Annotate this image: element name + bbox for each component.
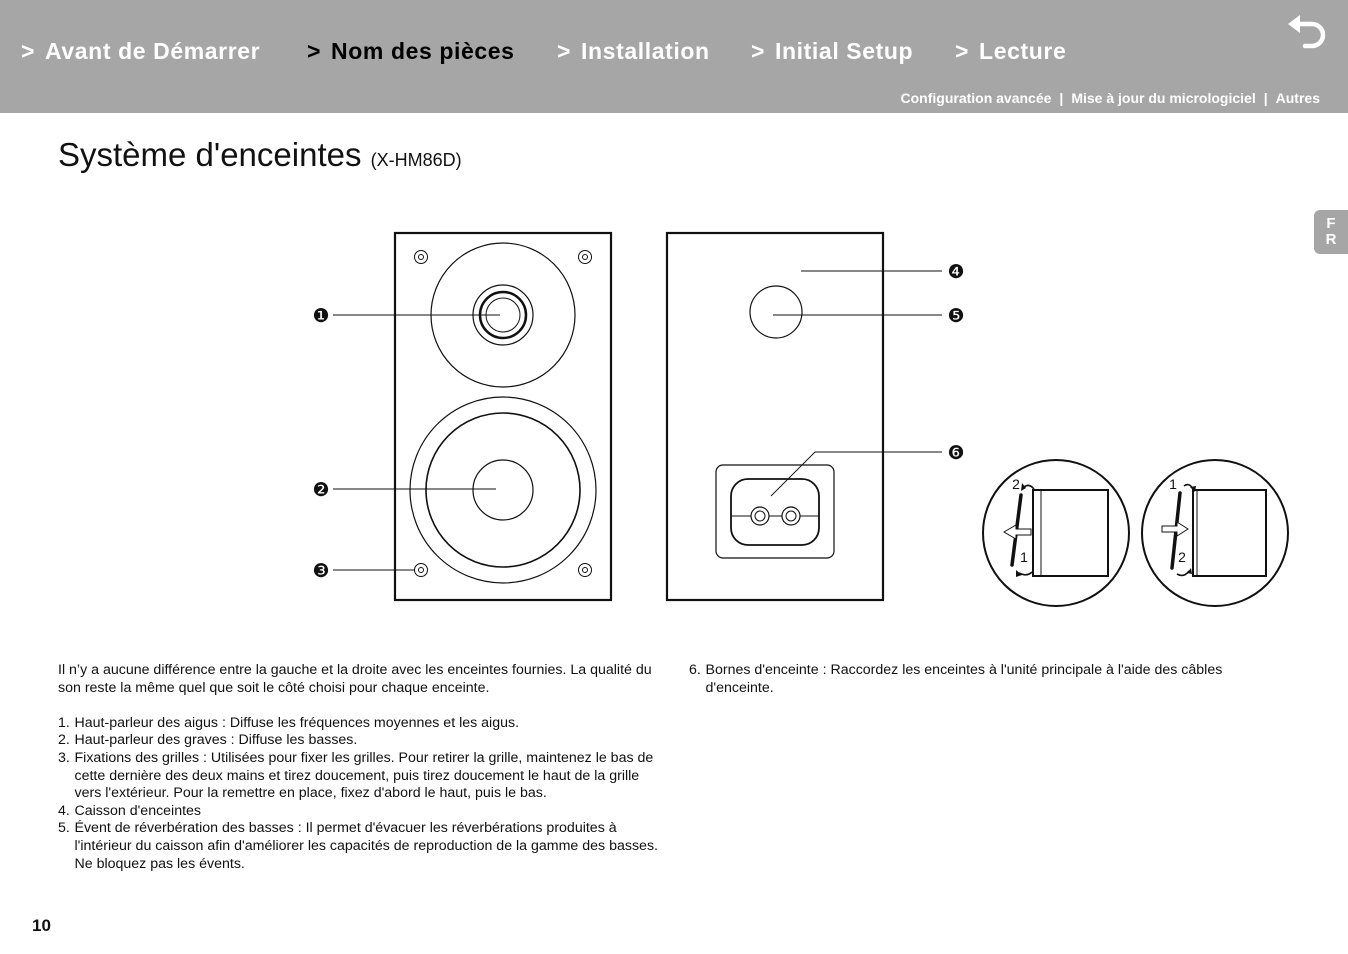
- nav-arrow: >: [751, 38, 766, 64]
- list-item-text: Caisson d'enceintes: [74, 802, 202, 819]
- nav-item-installation[interactable]: [557, 38, 710, 65]
- detail-label: 2: [1012, 476, 1020, 492]
- leader-lines: [333, 271, 942, 570]
- nav-arrow: >: [307, 38, 322, 64]
- front-speaker: [395, 233, 611, 600]
- nav-item-label: Nom des pièces: [331, 38, 515, 64]
- list-item-number: 3.: [58, 749, 70, 766]
- subnav-autres[interactable]: Autres: [1275, 90, 1320, 106]
- grille-fixing-top-right: [579, 251, 592, 264]
- nav-item-label: Lecture: [979, 38, 1067, 64]
- grille-attachment-detail: [1142, 460, 1288, 606]
- callout-6: ❻: [947, 443, 965, 464]
- intro-paragraph: Il n’y a aucune différence entre la gauche et la droite avec les enceintes fournies. La qualité du son reste la même quel que soit le côté choisi pour chaque enceinte.: [58, 662, 652, 696]
- page-number: 10: [32, 916, 51, 935]
- description-right-column: [689, 662, 1279, 697]
- detail-label: 2: [1178, 549, 1186, 565]
- list-item-number: 5.: [58, 820, 70, 837]
- subnav-separator: |: [1059, 90, 1064, 106]
- list-item: [58, 750, 658, 803]
- list-item-number: 2.: [58, 732, 70, 749]
- grille-fixing-top-left: [415, 251, 428, 264]
- callout-1: ❶: [312, 306, 330, 327]
- speaker-diagram: [300, 225, 1295, 615]
- callout-5: ❺: [947, 306, 965, 327]
- language-tab-letter: R: [1325, 231, 1337, 248]
- list-item-text: Évent de réverbération des basses : Il permet d'évacuer les réverbérations produites à l'intérieur du caisson afin d'améliorer les capacités de reproduction de la gamme des basses. Ne bloquez pas les évents.: [74, 820, 658, 872]
- detail-label: 1: [1020, 549, 1028, 565]
- nav-arrow: >: [557, 38, 572, 64]
- nav-item-label: Initial Setup: [775, 38, 914, 64]
- nav-item-label: Avant de Démarrer: [45, 38, 261, 64]
- list-item: [58, 820, 658, 873]
- language-tab-letter: F: [1326, 215, 1336, 232]
- callout-markers: [312, 262, 964, 582]
- rear-speaker: [667, 233, 883, 600]
- nav-item-nom-des-pieces[interactable]: [307, 38, 515, 65]
- list-item-text: Fixations des grilles : Utilisées pour fixer les grilles. Pour retirer la grille, maintenez le bas de cette dernière des deux mains et tirez doucement, puis tirez doucement le haut de la grille vers l'extérieur. Pour la remettre en place, fixez d'abord le haut, puis le bas.: [74, 749, 654, 802]
- speaker-terminals: [716, 465, 834, 558]
- callout-4: ❹: [947, 262, 965, 283]
- woofer: [410, 397, 596, 583]
- parts-list: [689, 662, 1279, 697]
- list-item-text: Haut-parleur des aigus : Diffuse les fréquences moyennes et les aigus.: [74, 714, 520, 731]
- list-item-number: 6.: [689, 662, 701, 678]
- subnav-configuration-avancee[interactable]: Configuration avancée: [900, 90, 1052, 106]
- subnav-mise-a-jour[interactable]: Mise à jour du micrologiciel: [1071, 90, 1256, 106]
- list-item-text: Haut-parleur des graves : Diffuse les basses.: [74, 732, 358, 749]
- list-item-text: Bornes d'enceinte : Raccordez les enceintes à l'unité principale à l'aide des câbles d'enceinte.: [705, 662, 1223, 696]
- grille-removal-detail: [983, 460, 1129, 606]
- parts-list: [58, 715, 658, 873]
- top-navigation-bar: [0, 0, 1348, 113]
- grille-fixing-bottom-left: [415, 564, 428, 577]
- nav-item-avant-de-demarrer[interactable]: [21, 38, 260, 65]
- return-arrow-icon[interactable]: [1286, 14, 1330, 52]
- page-title-main: Système d'enceintes: [58, 136, 362, 173]
- list-item: [689, 662, 1279, 697]
- list-item: [58, 715, 658, 733]
- bass-reflex-port: [750, 286, 802, 338]
- callout-3: ❸: [312, 561, 330, 582]
- grille-fixing-bottom-right: [579, 564, 592, 577]
- nav-item-label: Installation: [581, 38, 710, 64]
- subnav-separator: |: [1263, 90, 1268, 106]
- list-item-number: 1.: [58, 714, 70, 731]
- language-tab[interactable]: [1314, 210, 1348, 254]
- list-item: [58, 732, 658, 750]
- sub-navigation: [901, 90, 1321, 106]
- callout-2: ❷: [312, 480, 330, 501]
- detail-label: 1: [1169, 476, 1177, 492]
- nav-item-lecture[interactable]: [955, 38, 1066, 65]
- page-title-model: (X-HM86D): [370, 150, 462, 170]
- page-title: [58, 136, 462, 174]
- list-item: [58, 803, 658, 821]
- nav-item-initial-setup[interactable]: [751, 38, 913, 65]
- description-left-column: [58, 662, 658, 873]
- list-item-number: 4.: [58, 802, 70, 819]
- nav-arrow: >: [955, 38, 970, 64]
- nav-arrow: >: [21, 38, 36, 64]
